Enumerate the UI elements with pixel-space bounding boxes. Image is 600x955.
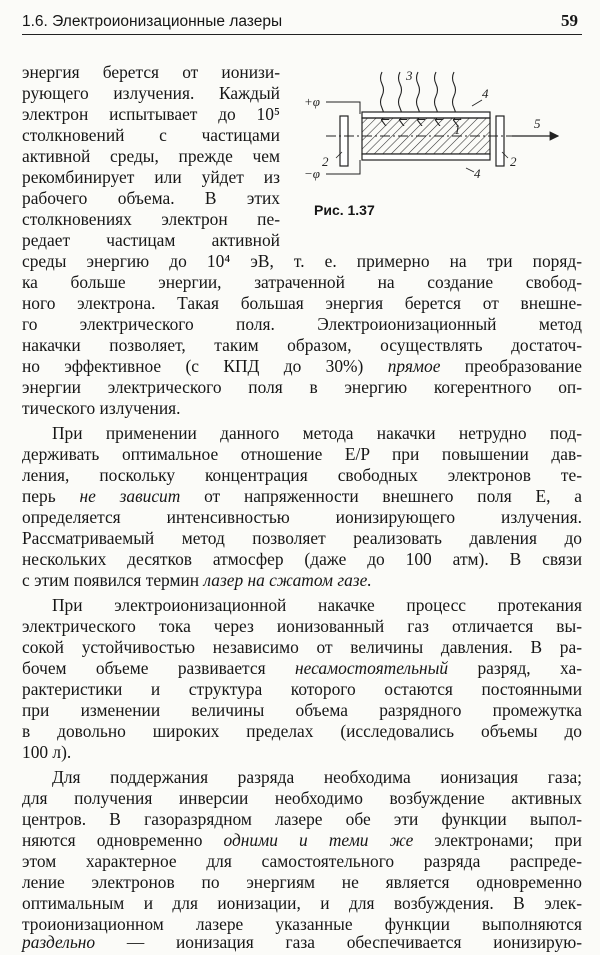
text-line: для получения инверсии необходимо возбуждение активных bbox=[22, 788, 582, 808]
text-line: Рассматриваемый метод позволяет реализовать давления до bbox=[22, 528, 582, 548]
text-line: тического излучения. bbox=[22, 398, 181, 418]
text-line: сокой устойчивостью независимо от величины давления. В ра- bbox=[22, 637, 582, 657]
label-plus-phi: +φ bbox=[304, 94, 320, 109]
text-line: рекомбинирует или уйдет из bbox=[22, 167, 280, 187]
laser-diagram bbox=[296, 62, 586, 222]
label-2-left: 2 bbox=[322, 154, 329, 169]
label-4-bottom: 4 bbox=[474, 166, 481, 181]
text-line: при изменении величины объема разрядного промежутка bbox=[22, 700, 582, 720]
text-line: электрического тока через ионизованный газ отличается вы- bbox=[22, 616, 582, 636]
text-line: столкновений с частицами bbox=[22, 125, 280, 145]
text-line: электрон испытывает до 10⁵ bbox=[22, 104, 280, 124]
text-line: При применении данного метода накачки нетрудно под- bbox=[52, 423, 582, 443]
label-5: 5 bbox=[534, 116, 541, 131]
text-line: столкновениях электрон пе- bbox=[22, 209, 280, 229]
label-minus-phi: −φ bbox=[304, 166, 320, 181]
text-line: перь не зависит от напряженности внешнего поля E, а bbox=[22, 486, 582, 506]
bottom-electrode bbox=[362, 154, 490, 160]
right-mirror bbox=[496, 116, 504, 166]
running-header bbox=[22, 10, 582, 35]
page-number: 59 bbox=[561, 11, 578, 30]
section-title: 1.6. Электроионизационные лазеры bbox=[22, 13, 283, 30]
text-line: с этим появился термин лазер на сжатом газе. bbox=[22, 570, 372, 590]
figure-caption: Рис. 1.37 bbox=[314, 202, 375, 218]
text-line: энергии электрического поля в энергию когерентного оп- bbox=[22, 377, 582, 397]
label-1: 1 bbox=[454, 122, 461, 137]
text-line: активной среды, прежде чем bbox=[22, 146, 280, 166]
text-line: 100 л). bbox=[22, 742, 72, 762]
text-line: но эффективное (с КПД до 30%) прямое преобразование bbox=[22, 356, 582, 376]
text-line: рабочего объема. В этих bbox=[22, 188, 280, 208]
text-line: няются одновременно одними и теми же электронами; при bbox=[22, 830, 582, 850]
label-2-right: 2 bbox=[510, 154, 517, 169]
text-line: рактеристики и структура которого остаются постоянными bbox=[22, 679, 582, 699]
text-line: нескольких десятков атмосфер (даже до 100 атм). В связи bbox=[22, 549, 582, 569]
text-line: ного электрона. Такая большая энергия берется от внешне- bbox=[22, 293, 582, 313]
top-electrode bbox=[362, 112, 490, 118]
text-line: раздельно — ионизация газа обеспечивается ионизирую- bbox=[22, 932, 582, 952]
text-line: ка больше энергии, затраченной на создание свобод- bbox=[22, 272, 582, 292]
text-line: накачки позволяет, таким образом, осуществлять достаточ- bbox=[22, 335, 582, 355]
text-line: го электрического поля. Электроионизационный метод bbox=[22, 314, 582, 334]
text-line: держивать оптимальное отношение E/P при повышении дав- bbox=[22, 444, 582, 464]
left-mirror bbox=[340, 116, 348, 166]
text-line: в довольно широких пределах (исследовались объемы до bbox=[22, 721, 582, 741]
text-line: Для поддержания разряда необходима ионизация газа; bbox=[52, 767, 582, 787]
text-line: редает частицам активной bbox=[22, 230, 280, 250]
plus-lead bbox=[326, 102, 360, 114]
text-line: центров. В газоразрядном лазере обе эти функции выпол- bbox=[22, 809, 582, 829]
text-line: ления, поскольку концентрация свободных электронов те- bbox=[22, 465, 582, 485]
text-line: троионизационном лазере указанные функции выполняются bbox=[22, 914, 582, 934]
text-line: среды энергию до 10⁴ эВ, т. е. примерно на три поряд- bbox=[22, 251, 582, 271]
text-line: При электроионизационной накачке процесс протекания bbox=[52, 595, 582, 615]
text-line: этом характерное для самостоятельного разряда распреде- bbox=[22, 851, 582, 871]
text-line: бочем объеме развивается несамостоятельный разряд, ха- bbox=[22, 658, 582, 678]
label-4-top: 4 bbox=[482, 86, 489, 101]
text-line: ление электронов по энергиям не является одновременно bbox=[22, 872, 582, 892]
text-line: оптимальным и для ионизации, и для возбуждения. В элек- bbox=[22, 893, 582, 913]
text-line: определяется интенсивностью ионизирующего излучения. bbox=[22, 507, 582, 527]
label-3: 3 bbox=[406, 68, 413, 83]
text-line: энергия берется от ионизи- bbox=[22, 62, 280, 82]
text-line: рующего излучения. Каждый bbox=[22, 83, 280, 103]
